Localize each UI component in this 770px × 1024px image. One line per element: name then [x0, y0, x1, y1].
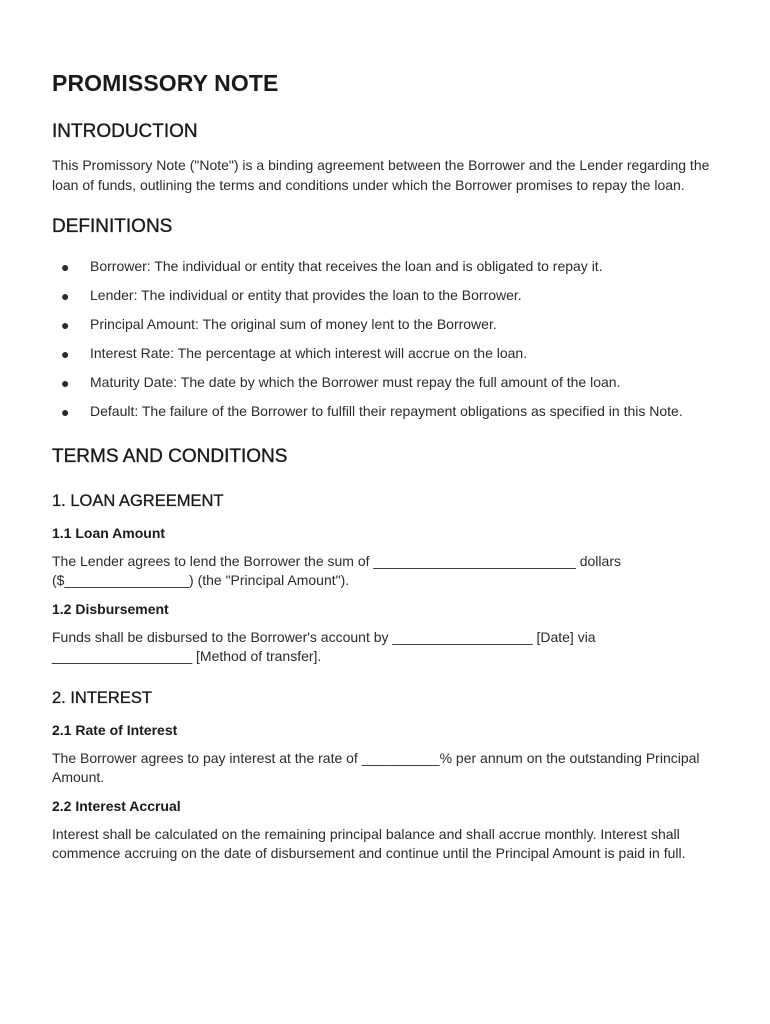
definition-item: [52, 373, 710, 393]
interest-accrual-heading: 2.2 Interest Accrual: [52, 797, 181, 814]
bullet-icon: ●: [61, 288, 70, 304]
terms-heading: TERMS AND CONDITIONS: [52, 445, 288, 467]
definitions-list: [52, 257, 710, 422]
introduction-text: This Promissory Note ("Note") is a binding agreement between the Borrower and the Lender regarding the loan of funds, outlining the terms and conditions under which the Borrower promises to repay the loan.: [52, 157, 710, 193]
introduction-heading: INTRODUCTION: [52, 121, 198, 142]
disbursement-heading: 1.2 Disbursement: [52, 600, 169, 617]
definition-item: [52, 286, 710, 306]
bullet-icon: ●: [61, 375, 70, 391]
interest-accrual-text: Interest shall be calculated on the remaining principal balance and shall accrue monthly. Interest shall commence accruing on the date of disbursement and continue until the Principal Amount is paid in full.: [52, 825, 686, 861]
document-title: PROMISSORY NOTE: [52, 70, 279, 96]
definition-text: Principal Amount: The original sum of money lent to the Borrower.: [90, 316, 497, 332]
definition-item: [52, 402, 710, 422]
definitions-heading: DEFINITIONS: [52, 216, 173, 237]
definition-item: [52, 257, 710, 277]
loan-amount-heading: 1.1 Loan Amount: [52, 524, 166, 541]
loan-amount-text: The Lender agrees to lend the Borrower the sum of __________________________ dollars ($________________) (the "Principal Amount").: [52, 552, 621, 588]
definition-item: [52, 315, 710, 335]
definition-text: Default: The failure of the Borrower to fulfill their repayment obligations as specified in this Note.: [90, 403, 683, 419]
rate-of-interest-text: The Borrower agrees to pay interest at the rate of __________% per annum on the outstanding Principal Amount.: [52, 749, 700, 785]
rate-of-interest-heading: 2.1 Rate of Interest: [52, 721, 178, 738]
interest-heading: 2. INTEREST: [52, 688, 152, 707]
definition-text: Borrower: The individual or entity that receives the loan and is obligated to repay it.: [90, 258, 603, 274]
bullet-icon: ●: [61, 259, 70, 275]
bullet-icon: ●: [61, 346, 70, 362]
definition-text: Maturity Date: The date by which the Borrower must repay the full amount of the loan.: [90, 374, 621, 390]
bullet-icon: ●: [61, 317, 70, 333]
definition-item: [52, 344, 710, 364]
disbursement-text: Funds shall be disbursed to the Borrower's account by __________________ [Date] via __________________ [Method of transfer].: [52, 628, 596, 664]
loan-agreement-heading: 1. LOAN AGREEMENT: [52, 491, 224, 510]
bullet-icon: ●: [61, 404, 70, 420]
definition-text: Interest Rate: The percentage at which interest will accrue on the loan.: [90, 345, 528, 361]
definition-text: Lender: The individual or entity that provides the loan to the Borrower.: [90, 287, 522, 303]
